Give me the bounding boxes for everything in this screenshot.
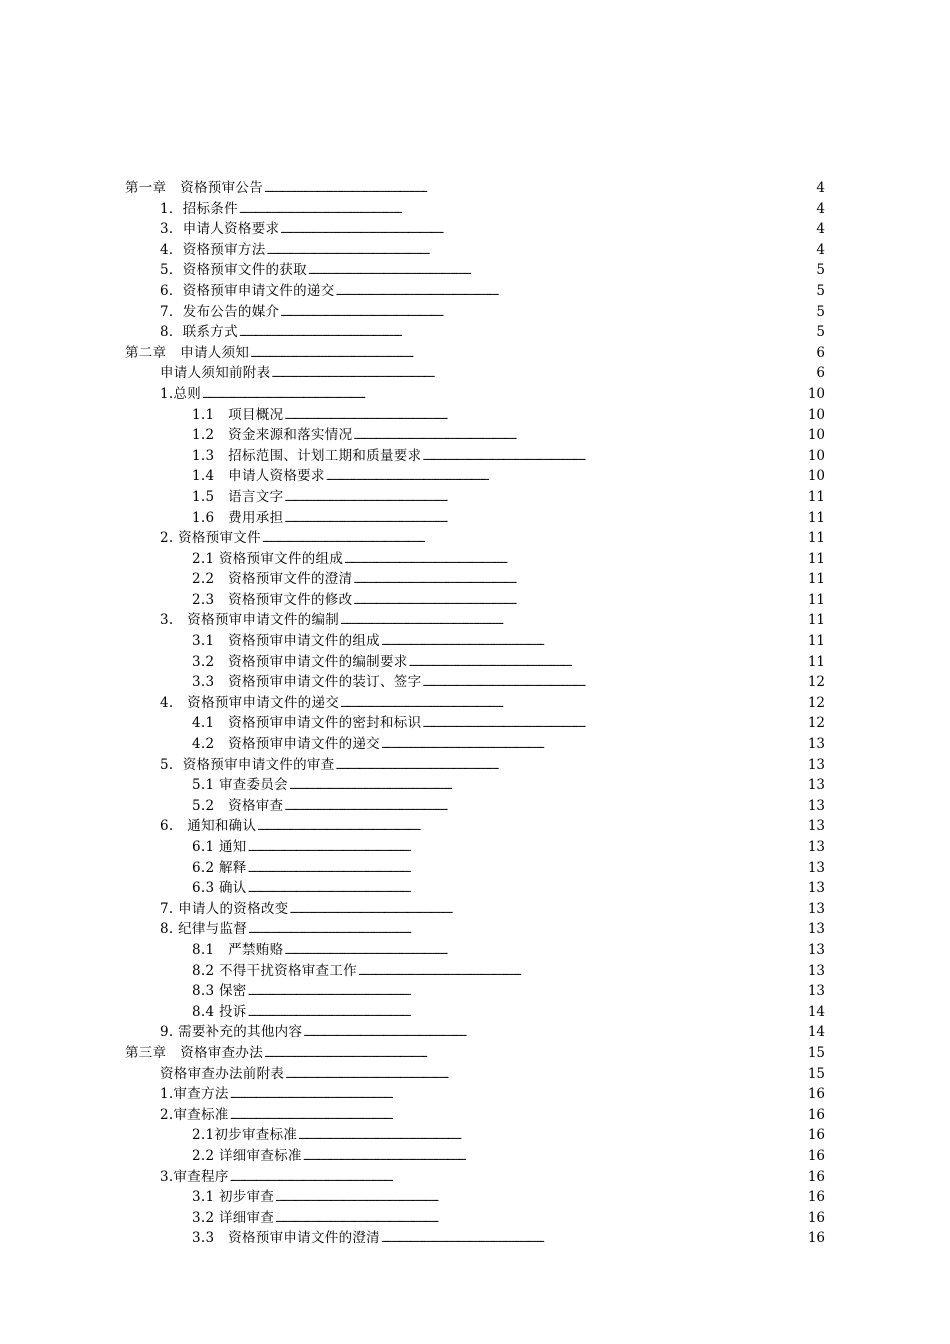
toc-entry-title: 8.4 投诉 bbox=[192, 1003, 247, 1020]
toc-row bbox=[0, 322, 950, 343]
toc-entry-page-number: 16 bbox=[807, 1230, 825, 1247]
toc-entry-page-number: 13 bbox=[807, 962, 825, 979]
toc-entry-title: 第二章 申请人须知 bbox=[125, 344, 250, 361]
toc-entry-title: 8.1 严禁贿赂 bbox=[192, 941, 284, 958]
toc-entry-title: 8．联系方式 bbox=[160, 324, 238, 341]
toc-entry-page-number: 5 bbox=[816, 303, 825, 320]
toc-entry[interactable] bbox=[160, 1105, 825, 1128]
dot-leader bbox=[230, 1107, 807, 1128]
dot-leader bbox=[340, 612, 807, 633]
toc-entry-page-number: 11 bbox=[807, 488, 825, 505]
toc-entry-title: 6.1 通知 bbox=[192, 839, 247, 855]
dot-leader bbox=[336, 283, 816, 304]
toc-entry[interactable] bbox=[125, 1043, 825, 1066]
toc-row bbox=[0, 1064, 950, 1085]
toc-entry-title: 2.审查标准 bbox=[160, 1106, 229, 1123]
toc-entry-title: 1.审查方法 bbox=[160, 1086, 229, 1103]
toc-entry[interactable] bbox=[192, 405, 825, 428]
toc-entry-title: 1.1 项目概况 bbox=[192, 406, 284, 423]
toc-entry[interactable] bbox=[192, 425, 825, 448]
toc-entry-title: 申请人须知前附表 bbox=[160, 365, 271, 382]
toc-entry-page-number: 13 bbox=[807, 983, 825, 1000]
toc-entry[interactable] bbox=[192, 796, 825, 819]
dot-leader bbox=[248, 860, 807, 881]
toc-entry[interactable] bbox=[192, 734, 825, 757]
dot-leader bbox=[275, 1189, 807, 1210]
dot-leader bbox=[336, 757, 807, 778]
table-of-contents bbox=[0, 178, 950, 1249]
toc-row bbox=[0, 508, 950, 529]
toc-entry[interactable] bbox=[192, 961, 825, 984]
toc-row bbox=[0, 981, 950, 1002]
toc-entry-page-number: 10 bbox=[807, 468, 825, 485]
toc-entry-page-number: 13 bbox=[807, 941, 825, 958]
dot-leader bbox=[422, 448, 806, 469]
toc-entry-page-number: 13 bbox=[807, 839, 825, 855]
toc-entry[interactable] bbox=[192, 446, 825, 469]
dot-leader bbox=[284, 942, 806, 963]
toc-entry-page-number: 4 bbox=[816, 241, 825, 258]
toc-entry[interactable] bbox=[192, 837, 825, 860]
toc-entry-page-number: 16 bbox=[807, 1168, 825, 1185]
toc-entry[interactable] bbox=[192, 1228, 825, 1251]
toc-row bbox=[0, 775, 950, 796]
toc-entry[interactable] bbox=[160, 240, 825, 263]
toc-row bbox=[0, 487, 950, 508]
toc-row bbox=[0, 878, 950, 899]
dot-leader bbox=[230, 1086, 807, 1107]
toc-entry-title: 8.2 不得干扰资格审查工作 bbox=[192, 962, 357, 979]
dot-leader bbox=[303, 1148, 807, 1169]
toc-entry[interactable] bbox=[192, 1002, 825, 1025]
toc-entry-title: 1.5 语言文字 bbox=[192, 488, 284, 505]
toc-entry-title: 3.1 初步审查 bbox=[192, 1189, 275, 1206]
toc-entry-title: 4.1 资格预审申请文件的密封和标识 bbox=[192, 715, 422, 732]
toc-entry-page-number: 5 bbox=[816, 282, 825, 299]
toc-entry-title: 6.2 解释 bbox=[192, 859, 247, 876]
toc-entry[interactable] bbox=[192, 590, 825, 613]
toc-row bbox=[0, 343, 950, 364]
dot-leader bbox=[285, 1066, 807, 1087]
toc-entry[interactable] bbox=[125, 178, 825, 201]
dot-leader bbox=[248, 1004, 807, 1025]
toc-entry[interactable] bbox=[192, 652, 825, 675]
toc-row bbox=[0, 919, 950, 940]
toc-entry[interactable] bbox=[160, 281, 825, 304]
toc-entry-title: 8. 纪律与监督 bbox=[160, 921, 248, 938]
toc-entry-title: 5.1 审查委员会 bbox=[192, 777, 288, 794]
dot-leader bbox=[353, 571, 806, 592]
toc-entry-title: 1.2 资金来源和落实情况 bbox=[192, 427, 353, 444]
toc-row bbox=[0, 405, 950, 426]
toc-row bbox=[0, 281, 950, 302]
toc-entry-title: 2.1初步审查标准 bbox=[192, 1127, 298, 1144]
dot-leader bbox=[298, 1127, 807, 1148]
toc-entry-page-number: 10 bbox=[807, 447, 825, 464]
toc-entry-title: 1.6 费用承担 bbox=[192, 509, 284, 526]
toc-entry-page-number: 11 bbox=[807, 591, 825, 608]
toc-row bbox=[0, 1002, 950, 1023]
toc-row bbox=[0, 1146, 950, 1167]
toc-entry-page-number: 11 bbox=[807, 612, 825, 629]
toc-row bbox=[0, 1208, 950, 1229]
toc-entry-title: 4. 资格预审申请文件的递交 bbox=[160, 694, 340, 711]
dot-leader bbox=[275, 1210, 807, 1231]
toc-entry-page-number: 13 bbox=[807, 900, 825, 917]
toc-entry[interactable] bbox=[160, 899, 825, 922]
toc-entry[interactable] bbox=[192, 713, 825, 736]
toc-entry[interactable] bbox=[160, 1064, 825, 1087]
toc-entry-title: 资格审查办法前附表 bbox=[160, 1065, 285, 1082]
toc-entry[interactable] bbox=[192, 1125, 825, 1148]
dot-leader bbox=[409, 654, 807, 675]
toc-row bbox=[0, 672, 950, 693]
toc-entry-title: 3.3 资格预审申请文件的装订、签字 bbox=[192, 674, 422, 691]
dot-leader bbox=[280, 221, 815, 242]
dot-leader bbox=[303, 1024, 807, 1045]
toc-entry-title: 7．发布公告的媒介 bbox=[160, 303, 280, 320]
toc-entry-title: 6. 通知和确认 bbox=[160, 818, 257, 835]
toc-entry-title: 8.3 保密 bbox=[192, 983, 247, 1000]
dot-leader bbox=[422, 674, 806, 695]
toc-row bbox=[0, 796, 950, 817]
toc-entry-page-number: 11 bbox=[807, 509, 825, 526]
toc-entry-page-number: 12 bbox=[807, 674, 825, 691]
toc-row bbox=[0, 178, 950, 199]
dot-leader bbox=[353, 592, 806, 613]
toc-entry-page-number: 16 bbox=[807, 1086, 825, 1103]
toc-row bbox=[0, 1084, 950, 1105]
toc-entry-title: 2.1 资格预审文件的组成 bbox=[192, 550, 344, 567]
dot-leader bbox=[381, 633, 807, 654]
toc-row bbox=[0, 1167, 950, 1188]
dot-leader bbox=[358, 963, 807, 984]
toc-entry-title: 2. 资格预审文件 bbox=[160, 530, 261, 547]
toc-entry-title: 第三章 资格审查办法 bbox=[125, 1044, 263, 1061]
toc-entry[interactable] bbox=[160, 219, 825, 242]
dot-leader bbox=[340, 695, 807, 716]
toc-entry[interactable] bbox=[160, 693, 825, 716]
toc-entry-page-number: 4 bbox=[816, 200, 825, 217]
toc-entry[interactable] bbox=[160, 302, 825, 325]
toc-entry-title: 第一章 资格预审公告 bbox=[125, 180, 263, 196]
toc-row bbox=[0, 363, 950, 384]
toc-row bbox=[0, 693, 950, 714]
toc-entry-title: 3.3 资格预审申请文件的澄清 bbox=[192, 1230, 380, 1247]
dot-leader bbox=[239, 324, 816, 345]
toc-entry-page-number: 5 bbox=[816, 262, 825, 279]
dot-leader bbox=[264, 1045, 807, 1066]
toc-entry-title: 2.2 详细审查标准 bbox=[192, 1147, 302, 1164]
toc-entry-page-number: 13 bbox=[807, 777, 825, 794]
dot-leader bbox=[289, 901, 806, 922]
toc-entry-page-number: 13 bbox=[807, 818, 825, 835]
dot-leader bbox=[284, 407, 806, 428]
toc-entry[interactable] bbox=[192, 631, 825, 654]
dot-leader bbox=[262, 530, 807, 551]
dot-leader bbox=[257, 818, 807, 839]
toc-entry-page-number: 16 bbox=[807, 1209, 825, 1226]
toc-entry-title: 6．资格预审申请文件的递交 bbox=[160, 282, 335, 299]
toc-entry[interactable] bbox=[160, 322, 825, 345]
dot-leader bbox=[248, 983, 807, 1004]
toc-entry[interactable] bbox=[160, 528, 825, 551]
toc-row bbox=[0, 240, 950, 261]
toc-entry-page-number: 13 bbox=[807, 797, 825, 814]
toc-entry-title: 3.审查程序 bbox=[160, 1168, 229, 1185]
toc-entry[interactable] bbox=[160, 919, 825, 942]
dot-leader bbox=[284, 798, 806, 819]
dot-leader bbox=[271, 365, 815, 386]
toc-entry[interactable] bbox=[192, 981, 825, 1004]
toc-entry-page-number: 4 bbox=[816, 221, 825, 238]
toc-row bbox=[0, 199, 950, 220]
toc-entry-page-number: 13 bbox=[807, 736, 825, 753]
toc-row bbox=[0, 1228, 950, 1249]
dot-leader bbox=[248, 921, 807, 942]
toc-entry-page-number: 5 bbox=[816, 324, 825, 341]
toc-entry-page-number: 12 bbox=[807, 715, 825, 732]
toc-entry-page-number: 13 bbox=[807, 756, 825, 773]
dot-leader bbox=[284, 510, 806, 531]
toc-entry[interactable] bbox=[192, 878, 825, 901]
toc-row bbox=[0, 466, 950, 487]
toc-entry[interactable] bbox=[192, 549, 825, 572]
toc-entry[interactable] bbox=[160, 1022, 825, 1045]
toc-row bbox=[0, 940, 950, 961]
toc-row bbox=[0, 1105, 950, 1126]
dot-leader bbox=[422, 715, 806, 736]
toc-entry-page-number: 14 bbox=[807, 1024, 825, 1041]
toc-entry-page-number: 12 bbox=[807, 694, 825, 711]
toc-entry[interactable] bbox=[192, 569, 825, 592]
toc-entry-page-number: 16 bbox=[807, 1106, 825, 1123]
toc-entry-title: 1．招标条件 bbox=[160, 200, 238, 217]
dot-leader bbox=[248, 839, 807, 860]
toc-row bbox=[0, 549, 950, 570]
toc-entry[interactable] bbox=[192, 1208, 825, 1231]
dot-leader bbox=[353, 427, 806, 448]
toc-entry-title: 6.3 确认 bbox=[192, 880, 247, 897]
toc-row bbox=[0, 837, 950, 858]
toc-row bbox=[0, 713, 950, 734]
toc-entry[interactable] bbox=[192, 1146, 825, 1169]
toc-entry[interactable] bbox=[192, 487, 825, 510]
toc-entry-page-number: 16 bbox=[807, 1127, 825, 1144]
toc-entry[interactable] bbox=[192, 858, 825, 881]
toc-row bbox=[0, 260, 950, 281]
toc-entry-page-number: 6 bbox=[816, 365, 825, 382]
toc-entry[interactable] bbox=[160, 363, 825, 386]
toc-entry-page-number: 13 bbox=[807, 921, 825, 938]
toc-row bbox=[0, 652, 950, 673]
toc-row bbox=[0, 219, 950, 240]
dot-leader bbox=[284, 489, 806, 510]
toc-row bbox=[0, 528, 950, 549]
toc-entry-page-number: 6 bbox=[816, 344, 825, 361]
toc-entry-title: 1.4 申请人资格要求 bbox=[192, 468, 325, 485]
toc-entry-title: 1.3 招标范围、计划工期和质量要求 bbox=[192, 447, 422, 464]
toc-entry[interactable] bbox=[160, 755, 825, 778]
toc-entry-title: 2.3 资格预审文件的修改 bbox=[192, 591, 353, 608]
toc-entry[interactable] bbox=[160, 1084, 825, 1107]
toc-row bbox=[0, 755, 950, 776]
dot-leader bbox=[264, 180, 815, 201]
dot-leader bbox=[250, 345, 815, 366]
dot-leader bbox=[344, 551, 807, 572]
toc-entry-page-number: 11 bbox=[807, 653, 825, 670]
toc-row bbox=[0, 858, 950, 879]
toc-entry-title: 4.2 资格预审申请文件的递交 bbox=[192, 736, 380, 753]
toc-row bbox=[0, 302, 950, 323]
toc-entry-title: 4．资格预审方法 bbox=[160, 241, 266, 258]
toc-entry[interactable] bbox=[160, 384, 825, 407]
toc-entry-page-number: 15 bbox=[807, 1065, 825, 1082]
toc-entry-title: 3. 资格预审申请文件的编制 bbox=[160, 612, 340, 629]
toc-row bbox=[0, 631, 950, 652]
toc-entry-page-number: 16 bbox=[807, 1147, 825, 1164]
toc-entry-title: 5.2 资格审查 bbox=[192, 797, 284, 814]
toc-entry[interactable] bbox=[192, 672, 825, 695]
toc-entry-page-number: 10 bbox=[807, 385, 825, 402]
dot-leader bbox=[202, 386, 807, 407]
toc-entry[interactable] bbox=[160, 1167, 825, 1190]
toc-entry-title: 7. 申请人的资格改变 bbox=[160, 900, 289, 917]
toc-entry-page-number: 11 bbox=[807, 633, 825, 650]
toc-entry[interactable] bbox=[192, 940, 825, 963]
toc-entry-title: 3．申请人资格要求 bbox=[160, 221, 280, 238]
toc-row bbox=[0, 1043, 950, 1064]
dot-leader bbox=[289, 777, 807, 798]
dot-leader bbox=[381, 1230, 807, 1251]
toc-entry-title: 1.总则 bbox=[160, 385, 202, 402]
dot-leader bbox=[308, 262, 816, 283]
toc-entry-page-number: 11 bbox=[807, 571, 825, 588]
toc-entry[interactable] bbox=[160, 260, 825, 283]
toc-entry-title: 5．资格预审文件的获取 bbox=[160, 262, 307, 279]
toc-entry-page-number: 11 bbox=[807, 550, 825, 567]
toc-entry-page-number: 10 bbox=[807, 427, 825, 444]
dot-leader bbox=[280, 304, 815, 325]
toc-row bbox=[0, 446, 950, 467]
toc-entry[interactable] bbox=[192, 508, 825, 531]
dot-leader bbox=[230, 1169, 807, 1190]
toc-entry-title: 3.1 资格预审申请文件的组成 bbox=[192, 633, 380, 650]
toc-entry[interactable] bbox=[192, 1187, 825, 1210]
toc-row bbox=[0, 610, 950, 631]
toc-entry-page-number: 13 bbox=[807, 880, 825, 897]
toc-row bbox=[0, 569, 950, 590]
toc-row bbox=[0, 1187, 950, 1208]
toc-entry[interactable] bbox=[125, 343, 825, 366]
dot-leader bbox=[326, 468, 807, 489]
toc-row bbox=[0, 384, 950, 405]
toc-entry[interactable] bbox=[192, 775, 825, 798]
dot-leader bbox=[239, 201, 816, 222]
toc-entry-page-number: 4 bbox=[816, 180, 825, 196]
toc-entry-page-number: 16 bbox=[807, 1189, 825, 1206]
toc-entry-page-number: 11 bbox=[807, 530, 825, 547]
toc-entry[interactable] bbox=[160, 610, 825, 633]
toc-entry-title: 3.2 资格预审申请文件的编制要求 bbox=[192, 653, 408, 670]
toc-row bbox=[0, 899, 950, 920]
toc-row bbox=[0, 1125, 950, 1146]
toc-row bbox=[0, 734, 950, 755]
toc-entry[interactable] bbox=[160, 199, 825, 222]
toc-row bbox=[0, 1022, 950, 1043]
toc-entry-page-number: 15 bbox=[807, 1044, 825, 1061]
toc-row bbox=[0, 961, 950, 982]
toc-entry-title: 5．资格预审申请文件的审查 bbox=[160, 756, 335, 773]
dot-leader bbox=[248, 880, 807, 901]
toc-row bbox=[0, 590, 950, 611]
toc-entry-title: 9. 需要补充的其他内容 bbox=[160, 1024, 303, 1041]
dot-leader bbox=[381, 736, 807, 757]
toc-entry[interactable] bbox=[192, 466, 825, 489]
toc-entry-page-number: 14 bbox=[807, 1003, 825, 1020]
dot-leader bbox=[267, 242, 816, 263]
toc-entry-page-number: 13 bbox=[807, 859, 825, 876]
toc-entry-title: 2.2 资格预审文件的澄清 bbox=[192, 571, 353, 588]
toc-entry[interactable] bbox=[160, 816, 825, 839]
toc-row bbox=[0, 816, 950, 837]
toc-entry-title: 3.2 详细审查 bbox=[192, 1209, 275, 1226]
toc-entry-page-number: 10 bbox=[807, 406, 825, 423]
toc-row bbox=[0, 425, 950, 446]
